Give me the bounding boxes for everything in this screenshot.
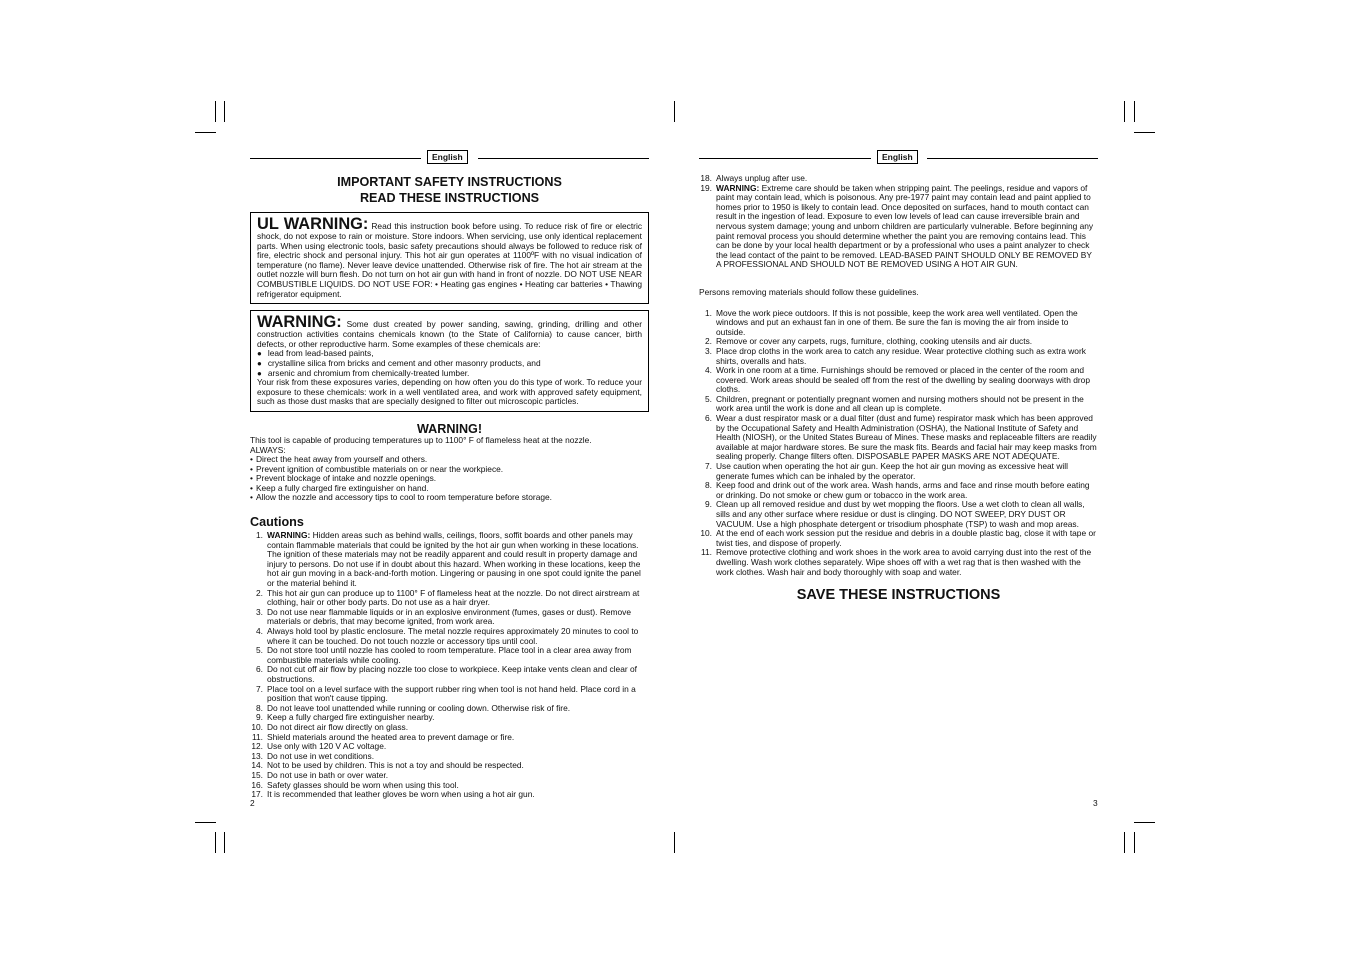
crop-mark (1134, 822, 1155, 823)
list-item: 8. Do not leave tool unattended while running or cooling down. Otherwise risk of fire. (256, 702, 571, 713)
crop-mark (224, 832, 225, 853)
list-item: 11. Remove protective clothing and work shoes in the work area to avoid carrying dust into the rest of the dwelling. Wash work clothes separately. Wipe shoes off with a wet rag that is then washed with the work clothes. Wash hair and body thoroughly with soap and water. (700, 547, 1092, 577)
list-item: 2. This hot air gun can produce up to 1100° F of flameless heat at the nozzle. Do not direct airstream at clothing, hair or other body parts. Do not use as a hair dryer. (256, 587, 640, 608)
list-item: 3. Do not use near flammable liquids or in an explosive environment (fumes, gases or dust). Remove materials or debris, that may become ignited, from work area. (256, 606, 632, 627)
list-item: 9. Clean up all removed residue and dust by wet mopping the floors. Use a wet cloth to clean all walls, sills and any other surface where residue or dust is clinging. DO NOT SWEEP, DRY DUST OR VACUUM. Use a high phosphate detergent or trisodium phosphate (TSP) to wash and mop areas. (705, 499, 1085, 529)
list-item: 3. Place drop cloths in the work area to catch any residue. Wear protective clothing such as extra work shirts, overalls and hats. (705, 345, 1086, 366)
heat-warning-always: ALWAYS: (250, 444, 286, 455)
list-item: • Direct the heat away from yourself and others. (250, 455, 649, 465)
dust-warning-intro: Some dust created by power sanding, sawing, grinding, drilling and other construction activities contains chemicals known (to the State of California) to cause cancer, birth defects, or other reproductive harm. Some examples of these chemicals are: (257, 319, 642, 349)
list-item: 5. Do not store tool until nozzle has cooled to room temperature. Place tool in a clear area away from combustible materials while cooling. (256, 645, 632, 665)
list-item: 5. Children, pregnant or potentially pregnant women and nursing mothers should not be present in the work area until the work is done and all clean up is complete. (705, 393, 1084, 414)
heat-warning-intro: This tool is capable of producing temperatures up to 1100° F of flameless heat at the nozzle. (250, 434, 592, 445)
list-item: • Prevent blockage of intake and nozzle openings. (250, 474, 649, 484)
list-item: 16. Safety glasses should be worn when using this tool. (251, 779, 459, 790)
language-tag: English (427, 150, 468, 164)
header-rule (478, 158, 649, 159)
list-item: 14. Not to be used by children. This is not a toy and should be respected. (251, 760, 524, 771)
list-item: 1. WARNING: Hidden areas such as behind walls, ceilings, floors, soffit boards and other panels may contain flammable materials that could be ignited by the hot air gun when working in these locations. The ignition of these materials may not be readily apparent and could result in property damage and injury to persons. Do not use if in doubt about this hazard. When working in these locations, keep the hot air gun moving in a back-and-forth motion. Lingering or pausing in one spot could ignite the panel or the material behind it. (256, 530, 641, 589)
language-header (250, 150, 649, 166)
list-item: 7. Use caution when operating the hot air gun. Keep the hot air gun moving as excessive heat will generate fumes which can be inhaled by the operator. (705, 461, 1068, 481)
list-item: 4. Work in one room at a time. Furnishings should be removed or placed in the center of the room and covered. Work areas should be sealed off from the rest of the dwelling by sealing doorways with drop cloths. (705, 365, 1090, 395)
crop-mark (1124, 101, 1125, 122)
list-item: 15. Do not use in bath or over water. (251, 769, 389, 780)
page-number-right: 3 (1093, 798, 1098, 808)
list-item: 18. Always unplug after use. (700, 173, 808, 183)
list-item: 10. At the end of each work session put the residue and debris in a double plastic bag, close it with tape or twist ties, and dispose of properly. (700, 528, 1096, 548)
left-page (250, 150, 649, 800)
cautions-heading: Cautions (250, 515, 304, 530)
header-rule (250, 158, 421, 159)
list-item: 17. It is recommended that leather gloves be worn when using a hot air gun. (251, 789, 535, 800)
list-item: • Keep a fully charged fire extinguisher on hand. (250, 484, 649, 494)
dust-warning-box (250, 310, 649, 412)
guidelines-intro: Persons removing materials should follow these guidelines. (699, 286, 919, 297)
chemical-list (257, 349, 642, 378)
crop-mark (1134, 832, 1135, 853)
list-item: 4. Always hold tool by plastic enclosure. The metal nozzle requires approximately 20 minutes to cool to where it can be touched. Do not touch nozzle or accessory tips until cool. (256, 626, 639, 646)
heat-warning-list (250, 455, 649, 503)
dust-warning-heading: WARNING: (257, 313, 342, 332)
list-item: 19. WARNING: Extreme care should be taken when stripping paint. The peelings, residue and vapors of paint may contain lead, which is poisonous. Any pre-1977 paint may contain lead and paint applied to homes prior to 1950 is likely to contain lead. Once deposited on surfaces, hand to mouth contact can result in the ingestion of lead. Exposure to even low levels of lead can cause irreversible brain and nervous system damage; young and unborn children are particularly vulnerable. Before beginning any paint removal process you should determine whether the paint you are removing contains lead. This can be done by your local health department or by a professional who uses a paint analyzer to check the lead contact of the paint to be removed. LEAD-BASED PAINT SHOULD ONLY BE REMOVED BY A PROFESSIONAL AND SHOULD NOT BE REMOVED USING A HOT AIR GUN. (700, 182, 1094, 270)
crop-mark (1124, 832, 1125, 853)
list-item: ● arsenic and chromium from chemically-treated lumber. (257, 369, 642, 379)
ul-warning-heading: UL WARNING: (257, 215, 369, 233)
crop-mark (1134, 101, 1135, 122)
list-item: 7. Place tool on a level surface with the support rubber ring when tool is not hand held. Place cord in a position that won't cause tipping. (256, 683, 636, 704)
list-item: ● crystalline silica from bricks and cement and other masonry products, and (257, 359, 642, 369)
ul-warning-box (250, 212, 649, 304)
language-tag: English (877, 150, 918, 164)
list-item: 12. Use only with 120 V AC voltage. (251, 741, 387, 752)
guidelines-list (699, 309, 1098, 578)
page-subtitle: READ THESE INSTRUCTIONS (359, 191, 540, 205)
caution-bold: WARNING: (267, 530, 311, 541)
list-item: 2. Remove or cover any carpets, rugs, furniture, clothing, cooking utensils and air ducts. (705, 336, 1033, 347)
ul-warning-text: Read this instruction book before using. To reduce risk of fire or electric shock, do not expose to rain or moisture. Store indoors. When servicing, use only identical replacement parts. When using electronic tools, basic safety precautions should always be followed to reduce risk of fire, electric shock and personal injury. This hot air gun operates at 1100ºF with no visual indication of temperature (no flame). Never leave device unattended. Otherwise risk of fire. The hot air stream at the outlet nozzle will burn flesh. Do not turn on hot air gun with hand in front of nozzle. DO NOT USE NEAR COMBUSTIBLE LIQUIDS. DO NOT USE FOR: • Heating gas engines • Heating car batteries • Thawing refrigerator equipment. (257, 221, 643, 299)
right-page (699, 150, 1098, 604)
list-item: 13. Do not use in wet conditions. (251, 750, 375, 761)
page-number-left: 2 (250, 798, 255, 808)
list-item: • Allow the nozzle and accessory tips to cool to room temperature before storage. (250, 493, 649, 503)
list-item: ● lead from lead-based paints, (257, 349, 642, 359)
heat-warning-heading: WARNING! (416, 421, 483, 436)
list-item: 11. Shield materials around the heated area to prevent damage or fire. (251, 731, 515, 742)
header-rule (927, 158, 1098, 159)
list-item: 6. Wear a dust respirator mask or a dual filter (dust and fume) respirator mask which has been approved by the Occupational Safety and Health Administration (OSHA), the National Institute of Safety and Health (NIOSH), or the United States Bureau of Mines. These masks and replaceable filters are readily available at major hardware stores. Be sure the mask fits. Beards and facial hair may keep masks from sealing properly. Change filters often. DISPOSABLE PAPER MASKS ARE NOT ADEQUATE. (705, 413, 1097, 462)
crop-mark (224, 101, 225, 122)
cautions-list-continued (699, 174, 1098, 270)
list-item: 6. Do not cut off air flow by placing nozzle too close to workpiece. Keep intake vents clean and clear of obstructions. (256, 664, 637, 684)
crop-mark (215, 101, 216, 122)
list-item: 10. Do not direct air flow directly on glass. (251, 721, 409, 732)
crop-mark (215, 832, 216, 853)
list-item: 1. Move the work piece outdoors. If this is not possible, keep the work area well ventilated. Open the windows and put an exhaust fan in one of them. Be sure the fan is moving the air from inside to outside. (705, 307, 1078, 337)
crop-mark (674, 101, 675, 122)
list-item: • Prevent ignition of combustible materials on or near the workpiece. (250, 465, 649, 475)
dust-warning-outro: Your risk from these exposures varies, depending on how often you do this type of work. To reduce your exposure to these chemicals: work in a well ventilated area, and work with approved safety equipment, such as those dust masks that are specially designed to filter out microscopic particles. (257, 377, 642, 407)
save-instructions-heading: SAVE THESE INSTRUCTIONS (796, 587, 1001, 604)
page-title: IMPORTANT SAFETY INSTRUCTIONS (337, 175, 562, 189)
crop-mark (195, 822, 216, 823)
header-rule (699, 158, 871, 159)
list-item: 9. Keep a fully charged fire extinguisher nearby. (256, 712, 435, 723)
cautions-list (250, 531, 649, 800)
crop-mark (674, 832, 675, 853)
lead-warning-bold: WARNING: (716, 182, 760, 193)
crop-mark (1134, 132, 1155, 133)
list-item: 8. Keep food and drink out of the work area. Wash hands, arms and face and rinse mouth before eating or drinking. Do not smoke or chew gum or tobacco in the work area. (705, 480, 1090, 500)
language-header (699, 150, 1098, 166)
crop-mark (195, 132, 216, 133)
